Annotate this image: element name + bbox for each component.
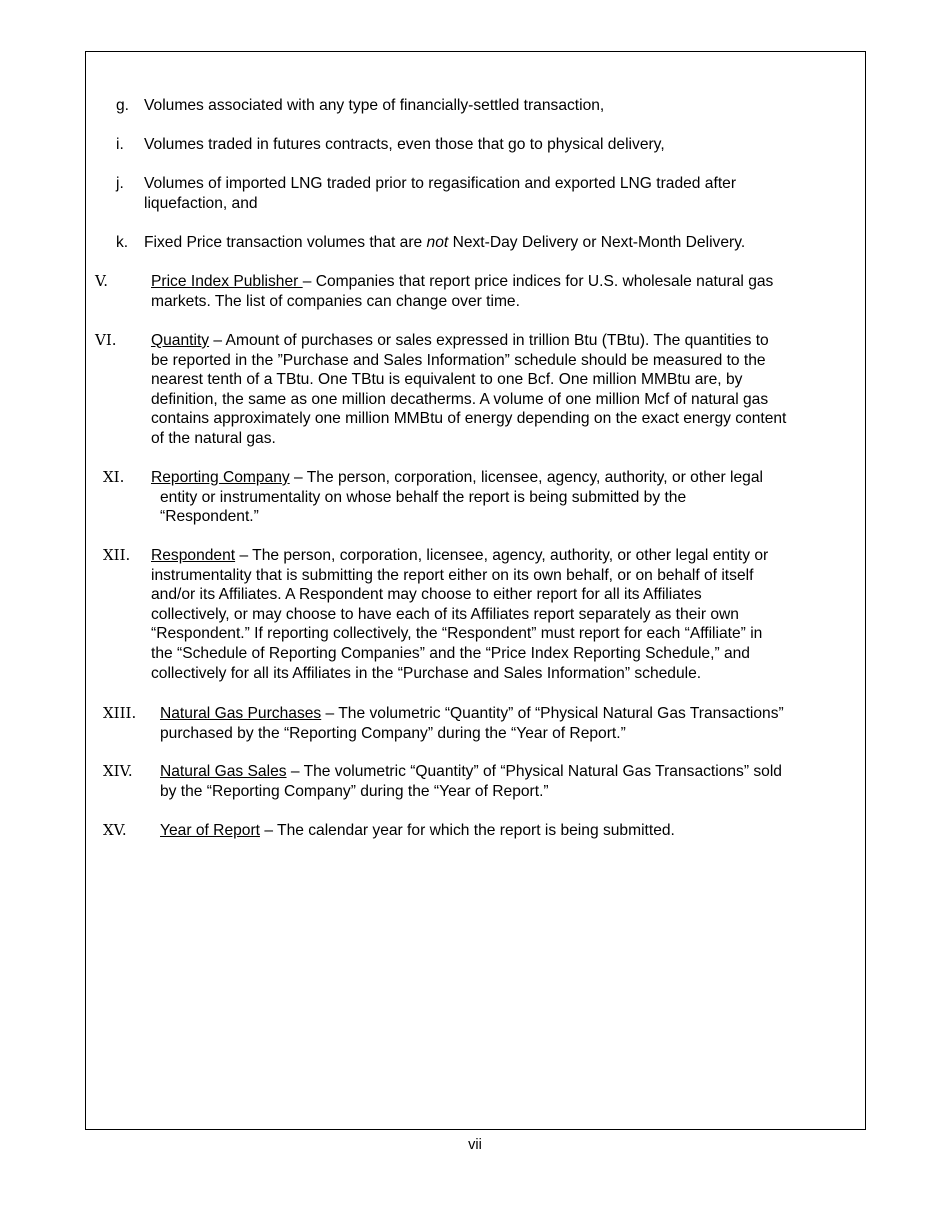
def-vi-line-6: of the natural gas. xyxy=(151,429,276,447)
def-xi-term: Reporting Company xyxy=(151,469,290,486)
def-xi-numeral: XI. xyxy=(103,468,125,486)
def-vi-term: Quantity xyxy=(151,332,210,349)
def-vi-line-5: contains approximately one million MMBtu of energy depending on the exact energy content xyxy=(151,410,787,428)
def-vi-line-2: be reported in the ”Purchase and Sales Information” schedule should be measured to the xyxy=(151,351,766,369)
def-vi-body xyxy=(151,331,786,449)
def-xiv-body xyxy=(160,762,782,801)
def-vi-numeral: VI. xyxy=(95,331,117,349)
def-xi-body xyxy=(151,468,763,527)
def-xiii-numeral: XIII. xyxy=(103,704,137,722)
item-i-text: Volumes traded in futures contracts, even those that go to physical delivery, xyxy=(144,136,665,153)
def-xiv-numeral: XIV. xyxy=(103,762,133,780)
item-g-text: Volumes associated with any type of financially-settled transaction, xyxy=(144,97,605,114)
def-v-line-1: – Companies that report price indices for U.S. wholesale natural gas xyxy=(302,273,774,290)
item-k-text-after: Next-Day Delivery or Next-Month Delivery. xyxy=(448,234,746,251)
def-v-numeral: V. xyxy=(95,272,108,290)
item-i-label: i. xyxy=(116,136,124,153)
def-xiv-line-1: – The volumetric “Quantity” of “Physical Natural Gas Transactions” sold xyxy=(286,763,782,780)
def-xii-line-6: the “Schedule of Reporting Companies” and the “Price Index Reporting Schedule,” and xyxy=(151,644,750,662)
def-xii-line-1: – The person, corporation, licensee, agency, authority, or other legal entity or xyxy=(235,547,769,564)
def-vi-line-3: nearest tenth of a TBtu. One TBtu is equivalent to one Bcf. One million MMBtu are, by xyxy=(151,371,743,389)
item-k-emphasis: not xyxy=(426,234,449,251)
def-xii-line-3: and/or its Affiliates. A Respondent may choose to either report for all its Affiliates xyxy=(151,586,702,604)
def-xiv-line-2: by the “Reporting Company” during the “Year of Report.” xyxy=(160,782,549,800)
def-xi-line-1: – The person, corporation, licensee, agency, authority, or other legal xyxy=(289,469,763,486)
def-xi-line-2: entity or instrumentality on whose behalf the report is being submitted by the xyxy=(160,488,687,506)
def-xii-line-4: collectively, or may choose to have each of its Affiliates report separately as their own xyxy=(151,605,739,623)
def-xv-line-1: – The calendar year for which the report is being submitted. xyxy=(259,822,675,839)
def-v-body xyxy=(151,272,773,311)
def-xiii-body xyxy=(160,704,784,743)
item-k-label: k. xyxy=(116,234,129,251)
def-xii-term: Respondent xyxy=(151,547,236,564)
def-xv-body xyxy=(160,821,675,841)
def-xiii-line-2: purchased by the “Reporting Company” during the “Year of Report.” xyxy=(160,724,626,742)
def-xiii-line-1: – The volumetric “Quantity” of “Physical Natural Gas Transactions” xyxy=(321,705,784,722)
def-xii-numeral: XII. xyxy=(103,546,131,564)
item-j-line-2: liquefaction, and xyxy=(144,194,258,212)
def-xii-body xyxy=(151,546,768,683)
def-xii-line-5: “Respondent.” If reporting collectively, the “Respondent” must report for each “Affiliate” in xyxy=(151,625,763,643)
def-xii-line-7: collectively for all its Affiliates in the “Purchase and Sales Information” schedule. xyxy=(151,664,702,682)
page-number: vii xyxy=(468,1137,482,1153)
def-xiv-term: Natural Gas Sales xyxy=(160,763,287,780)
def-xiii-term: Natural Gas Purchases xyxy=(160,705,322,722)
def-v-line-2: markets. The list of companies can change over time. xyxy=(151,292,520,310)
def-xii-line-2: instrumentality that is submitting the report either on its own behalf, or on behalf of itself xyxy=(151,566,754,584)
def-xv-numeral: XV. xyxy=(103,821,127,839)
item-g-label: g. xyxy=(116,97,130,114)
item-j-line-1: Volumes of imported LNG traded prior to regasification and exported LNG traded after xyxy=(144,175,737,192)
def-xv-term: Year of Report xyxy=(160,822,260,839)
item-j-label: j. xyxy=(116,175,124,192)
item-k-text xyxy=(144,233,745,253)
def-vi-line-1: – Amount of purchases or sales expressed in trillion Btu (TBtu). The quantities to xyxy=(209,332,769,349)
item-k-text-before: Fixed Price transaction volumes that are xyxy=(144,234,427,251)
item-j-text xyxy=(144,174,736,213)
def-vi-line-4: definition, the same as one million decatherms. A volume of one million Mcf of natural gas xyxy=(151,390,769,408)
def-v-term: Price Index Publisher xyxy=(151,273,303,290)
def-xi-line-3: “Respondent.” xyxy=(160,508,259,526)
